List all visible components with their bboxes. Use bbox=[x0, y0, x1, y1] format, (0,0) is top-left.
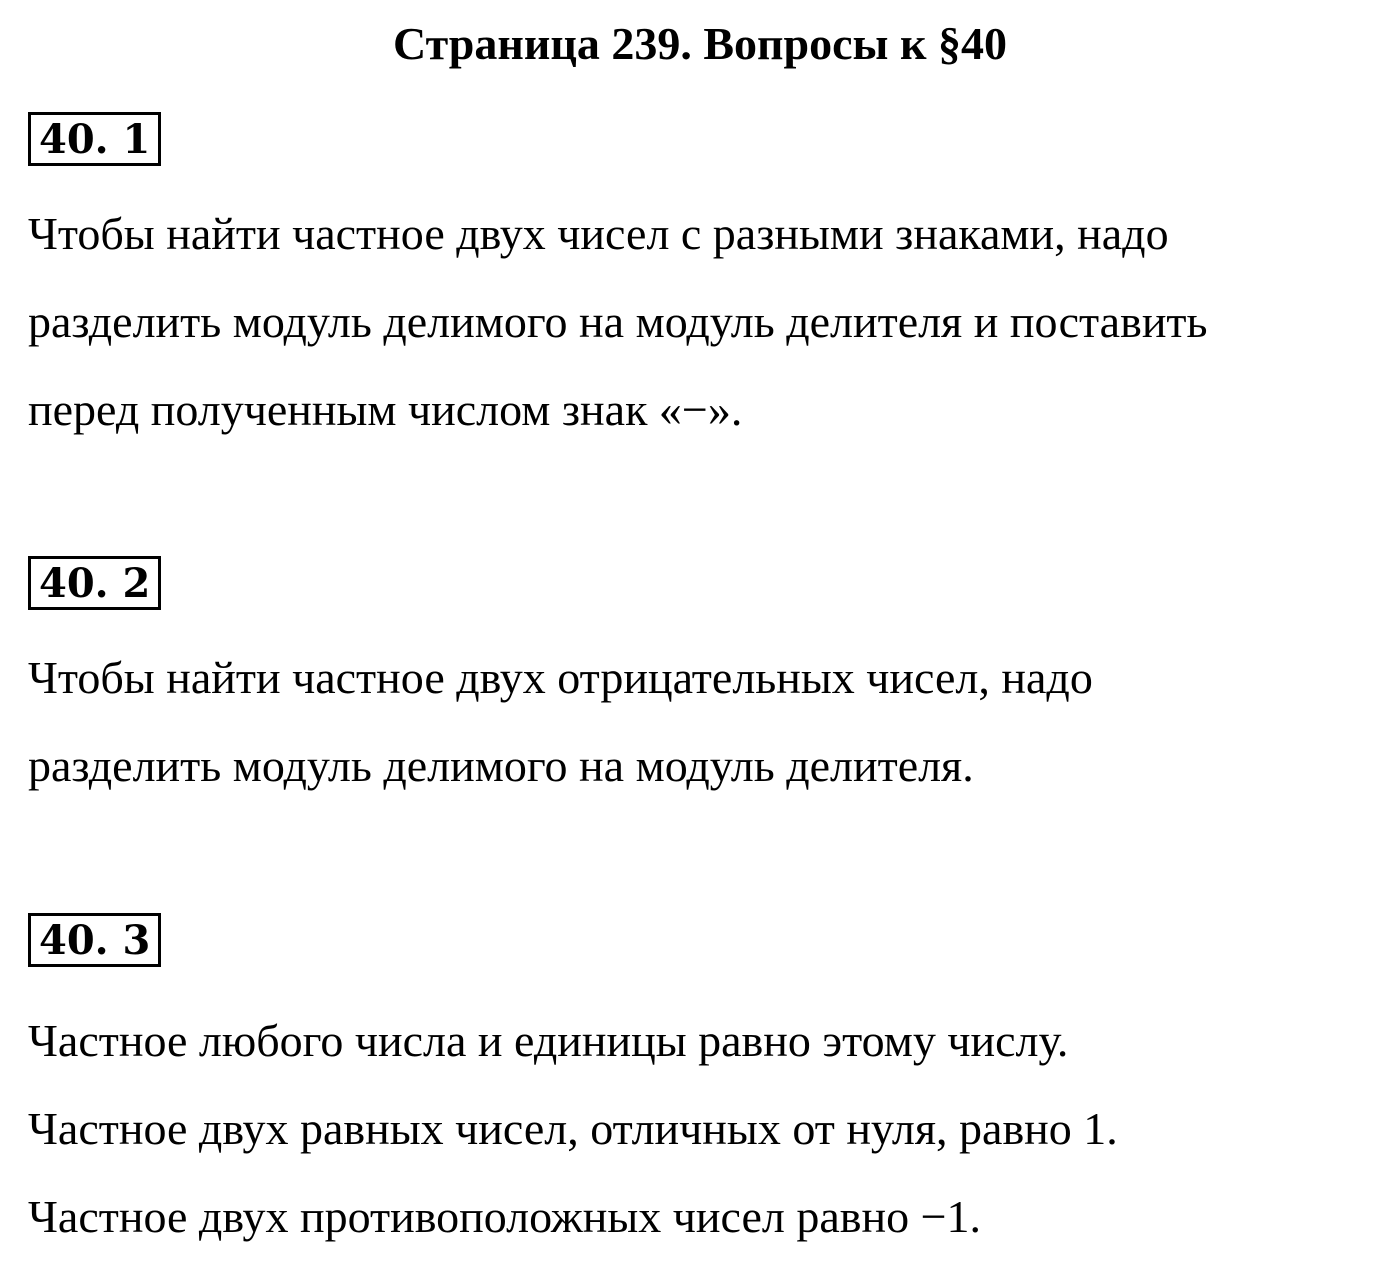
question-number-box: 40. 1 bbox=[28, 112, 161, 166]
answer-text bbox=[28, 190, 1378, 454]
answer-text bbox=[28, 634, 1378, 810]
answer-line: Чтобы найти частное двух чисел с разными знаками, надо bbox=[28, 208, 1169, 259]
answer-line: Частное любого числа и единицы равно этому числу. bbox=[28, 1015, 1069, 1066]
answer-line: Чтобы найти частное двух отрицательных чисел, надо bbox=[28, 652, 1093, 703]
answer-section-40-2 bbox=[28, 556, 1378, 810]
answer-line: Частное двух равных чисел, отличных от нуля, равно 1. bbox=[28, 1103, 1118, 1154]
answer-line: перед полученным числом знак «−». bbox=[28, 384, 743, 435]
answer-text bbox=[28, 997, 1378, 1261]
answer-line: Частное двух противоположных чисел равно −1. bbox=[28, 1191, 982, 1242]
answer-line: разделить модуль делимого на модуль делителя и поставить bbox=[28, 296, 1208, 347]
question-number-box: 40. 2 bbox=[28, 556, 161, 610]
question-number-box: 40. 3 bbox=[28, 913, 161, 967]
answer-line: разделить модуль делимого на модуль делителя. bbox=[28, 740, 974, 791]
page-title: Страница 239. Вопросы к §40 bbox=[393, 18, 1007, 69]
answer-section-40-1 bbox=[28, 112, 1378, 454]
answer-section-40-3 bbox=[28, 913, 1378, 1261]
